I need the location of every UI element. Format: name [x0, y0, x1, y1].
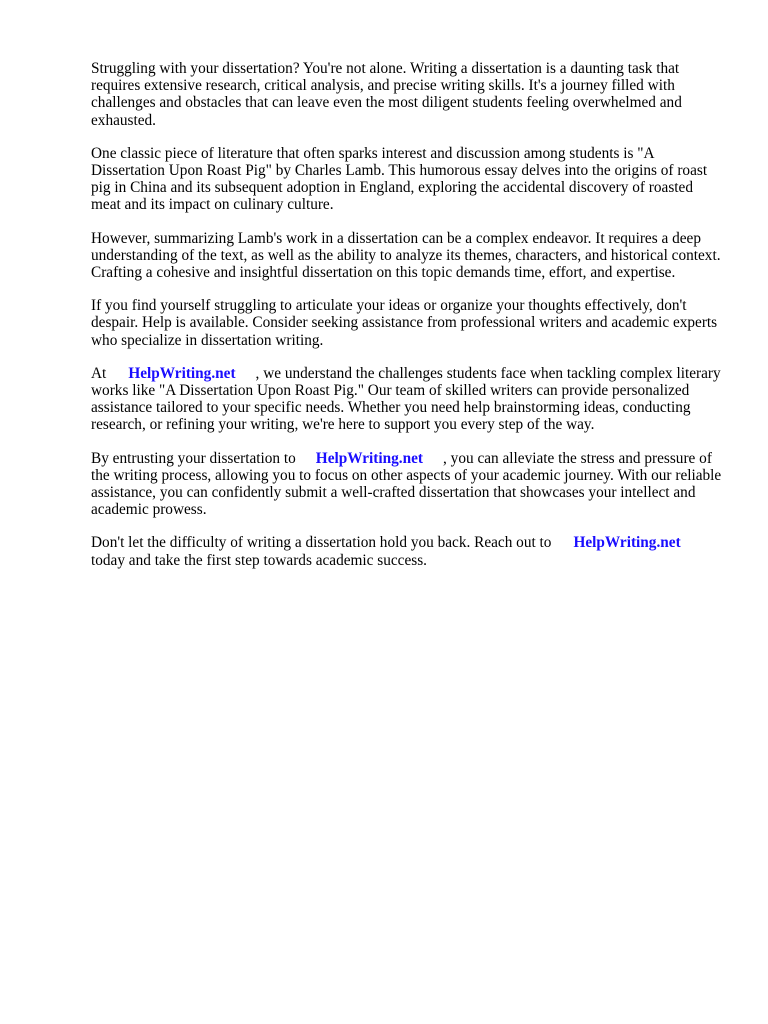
paragraph-entrusting: [91, 450, 723, 519]
text-after-link: , you can alleviate the stress and pressure of the writing process, allowing you to focus on other aspects of your academic journey. With our reliable assistance, you can confidently submit a well-crafted dissertation that showcases your intellect and academic prowess.: [91, 449, 722, 519]
paragraph-intro: Struggling with your dissertation? You're not alone. Writing a dissertation is a daunting task that requires extensive research, critical analysis, and precise writing skills. It's a journey filled with challenges and obstacles that can leave even the most diligent students feeling overwhelmed and exhausted.: [91, 60, 682, 129]
text-before-link: By entrusting your dissertation to: [91, 449, 296, 467]
text-before-link: Don't let the difficulty of writing a dissertation hold you back. Reach out to: [91, 534, 552, 552]
paragraph-summarizing: However, summarizing Lamb's work in a dissertation can be a complex endeavor. It requires a deep understanding of the text, as well as the ability to analyze its themes, characters, and historical context. Crafting a cohesive and insightful dissertation on this topic demands time, effort, and expertise.: [91, 229, 721, 282]
text-before-link: At: [91, 364, 107, 382]
document-body: [91, 60, 723, 585]
helpwriting-link[interactable]: HelpWriting.net: [315, 449, 424, 467]
text-after-link: today and take the first step towards academic success.: [91, 551, 427, 569]
paragraph-roast-pig: One classic piece of literature that often sparks interest and discussion among students is "A Dissertation Upon Roast Pig" by Charles Lamb. This humorous essay delves into the origins of roast pig in China and its subsequent adoption in England, exploring the accidental discovery of roasted meat and its impact on culinary culture.: [91, 144, 708, 214]
helpwriting-link[interactable]: HelpWriting.net: [573, 534, 681, 552]
paragraph-helpwriting-intro: [91, 365, 723, 434]
helpwriting-link[interactable]: HelpWriting.net: [128, 364, 236, 382]
paragraph-struggling: If you find yourself struggling to articulate your ideas or organize your thoughts effectively, don't despair. Help is available. Consider seeking assistance from professional writers and academic experts who specialize in dissertation writing.: [91, 297, 718, 349]
paragraph-reach-out: [91, 534, 723, 568]
text-after-link: , we understand the challenges students face when tackling complex literary works like "A Dissertation Upon Roast Pig." Our team of skilled writers can provide personalized assistance tailored to your specific needs. Whether you need help brainstorming ideas, conducting research, or refining your writing, we're here to support you every step of the way.: [91, 364, 721, 434]
